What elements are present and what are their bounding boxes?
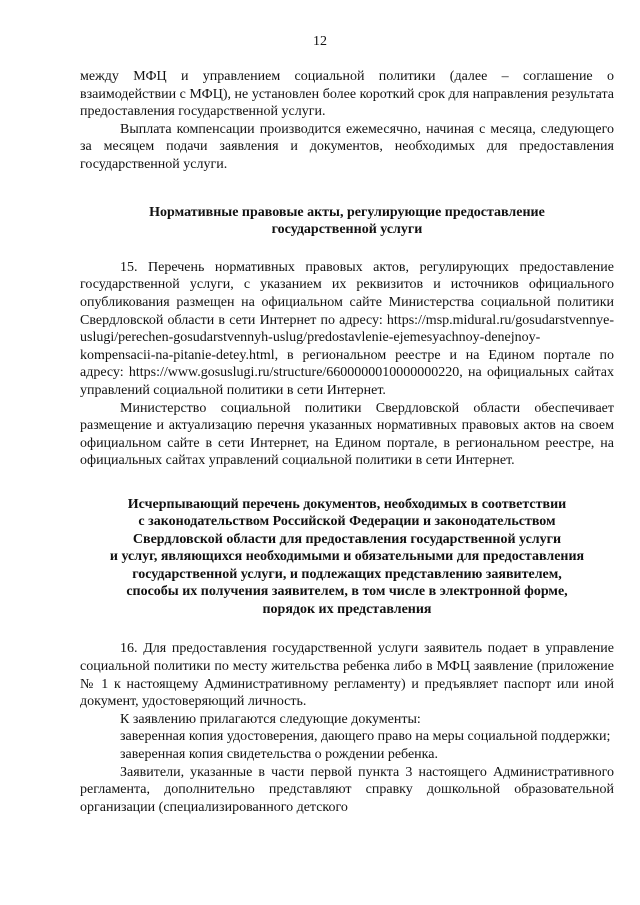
paragraph-attachments: К заявлению прилагаются следующие документы:: [120, 711, 421, 727]
page-number: 12: [313, 34, 327, 49]
heading-line: Нормативные правовые акты, регулирующие предоставление: [149, 204, 545, 220]
section-heading-documents: [80, 496, 614, 619]
paragraph-payment: Выплата компенсации производится ежемесячно, начиная с месяца, следующего за месяцем подачи заявления и документов, необходимых для предоставления государственной услуги.: [80, 121, 614, 172]
heading-line: Исчерпывающий перечень документов, необходимых в соответствии: [127, 496, 567, 512]
heading-line: и услуг, являющихся необходимыми и обязательными для предоставления: [109, 549, 585, 565]
heading-line: порядок их представления: [262, 601, 432, 617]
paragraph-15: 15. Перечень нормативных правовых актов, регулирующих предоставление государственной услуги, с указанием их реквизитов и источников официального опубликования размещен на официальном сайте Министерства социальной политики Свердловской области в сети Интернет по адресу: https://msp.midural.ru/gosudarstvennye-uslugi/perechen-gosudarstvennyh-uslug/predostavlenie-ejemesyachnoy-denejnoy-kompensacii-na-pitanie-detey.html, в региональном реестре и на Едином портале по адресу: https://www.gosuslugi.ru/structure/6600000010000000220, на официальных сайтах управлений социальной политики в сети Интернет.: [80, 259, 614, 398]
list-item-certificate: заверенная копия удостоверения, дающего право на меры социальной поддержки;: [120, 729, 611, 745]
heading-line: государственной услуги, и подлежащих представлению заявителем,: [132, 566, 562, 582]
heading-line: способы их получения заявителем, в том числе в электронной форме,: [126, 584, 568, 600]
heading-line: с законодательством Российской Федерации и законодательством: [138, 514, 556, 530]
heading-line: Свердловской области для предоставления государственной услуги: [132, 531, 562, 547]
document-body: [80, 68, 614, 816]
paragraph-applicants: Заявители, указанные в части первой пункта 3 настоящего Административного регламента, дополнительно представляют справку дошкольной образовательной организации (специализированного детского: [80, 764, 614, 815]
paragraph-ministry: Министерство социальной политики Свердловской области обеспечивает размещение и актуализацию перечня указанных нормативных правовых актов на своем официальном сайте в сети Интернет, на Едином портале, в региональном реестре, на официальных сайтах управлений социальной политики в сети Интернет.: [80, 400, 614, 469]
section-heading-legal-acts: [80, 204, 614, 239]
list-item-birth-certificate: заверенная копия свидетельства о рождении ребенка.: [120, 746, 438, 762]
heading-line: государственной услуги: [271, 222, 423, 238]
paragraph-continuation: между МФЦ и управлением социальной политики (далее – соглашение о взаимодействии с МФЦ), не установлен более короткий срок для направления результата предоставления государственной услуги.: [80, 69, 614, 120]
paragraph-16: 16. Для предоставления государственной услуги заявитель подает в управление социальной политики по месту жительства ребенка либо в МФЦ заявление (приложение № 1 к настоящему Административному регламенту) и предъявляет паспорт или иной документ, удостоверяющий личность.: [80, 641, 614, 710]
